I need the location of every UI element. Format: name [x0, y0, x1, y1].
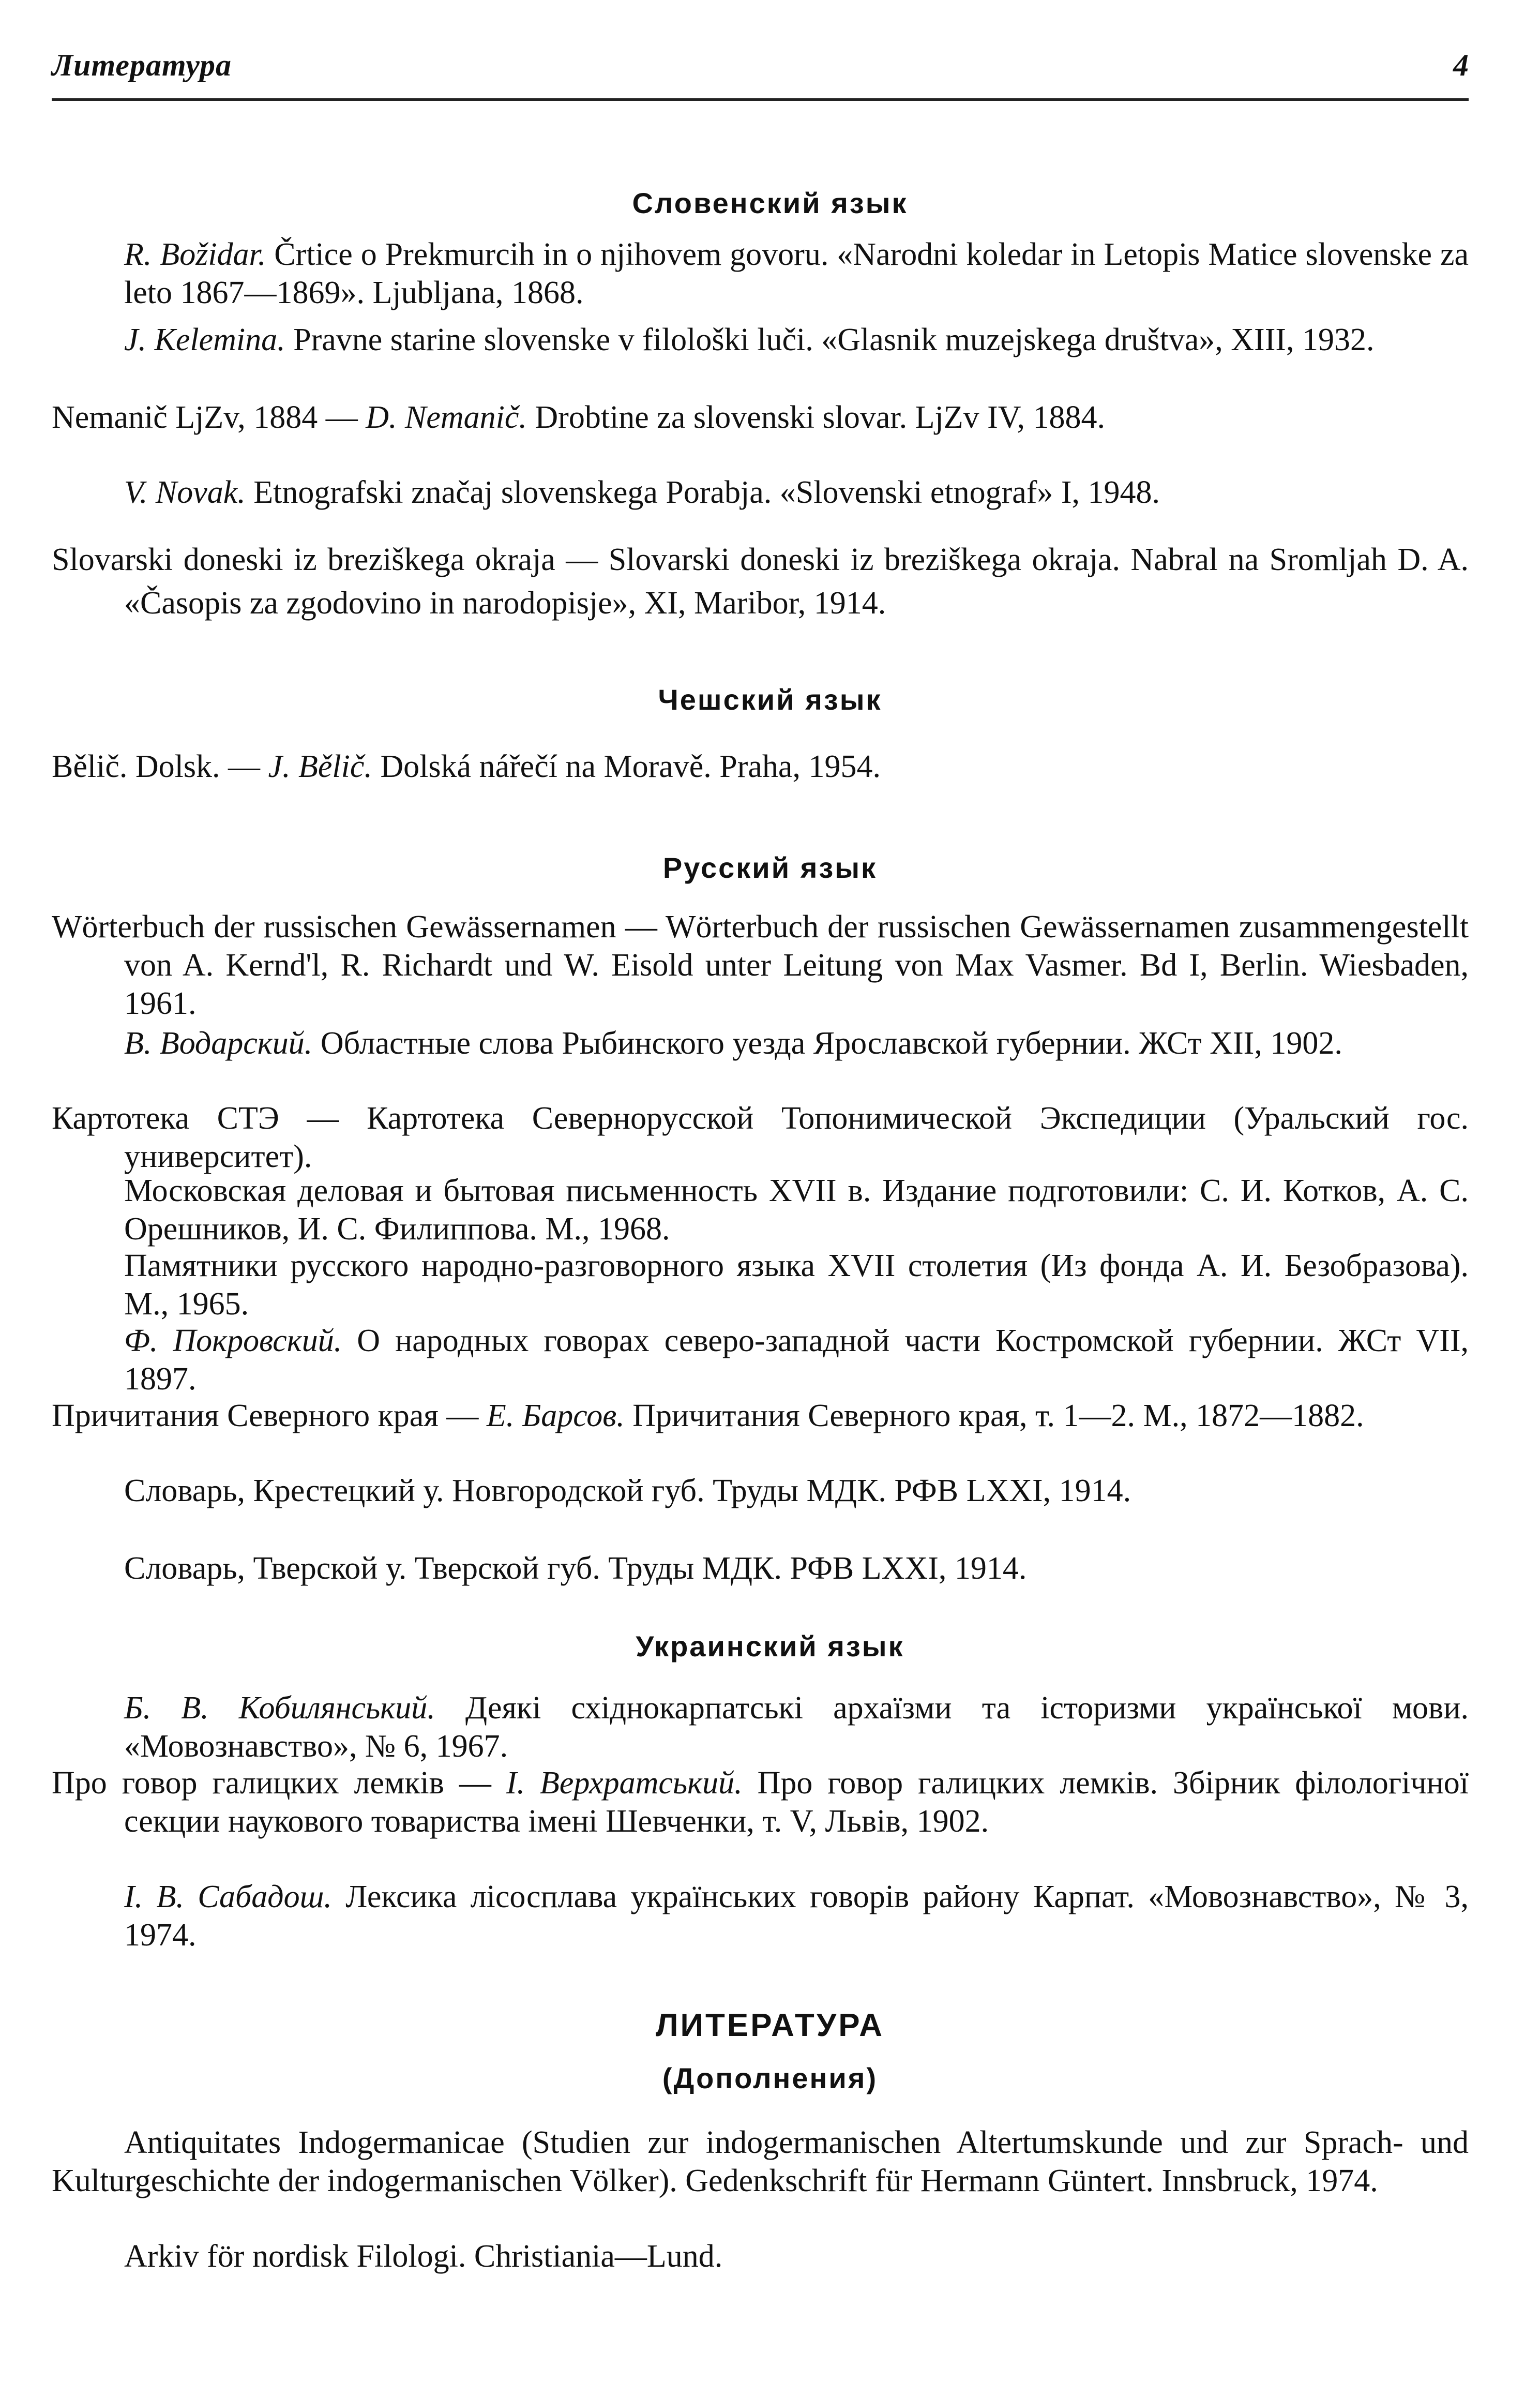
- entry-abbrev: Причитания Северного края —: [52, 1398, 487, 1433]
- entry-text: Областные слова Рыбинского уезда Ярославской губернии. ЖСт XII, 1902.: [312, 1026, 1342, 1061]
- bib-entry: [52, 1024, 1469, 1062]
- entry-text: Pravne starine slovenske v filološki luči. «Glasnik muzejskega društva», XIII, 1932.: [285, 322, 1375, 357]
- bib-entry: Slovarski doneski iz breziškega okraja — Slovarski doneski iz breziškega okraja. Nabral na Sromljah D. A. «Časopis za zgodovino in narodopisje», XI, Maribor, 1914.: [52, 542, 1469, 621]
- bib-entry: Московская деловая и бытовая письменность XVII в. Издание подготовили: С. И. Котков, А. С. Орешников, И. С. Филиппова. М., 1968.: [124, 1173, 1469, 1247]
- bib-entry: Памятники русского народно-разговорного языка XVII столетия (Из фонда А. И. Безобразова). М., 1965.: [124, 1248, 1469, 1322]
- running-head-title: Литература: [52, 48, 232, 82]
- entry-author: Б. В. Кобилянський.: [124, 1690, 435, 1726]
- entry-text: Dolská nářečí na Moravě. Praha, 1954.: [372, 749, 881, 784]
- bib-entry: Словарь, Тверской у. Тверской губ. Труды МДК. РФВ LXXI, 1914.: [124, 1551, 1027, 1586]
- entry-text: Про говор галицких лемків. Збірник філологічної секции наукового товариства імені Шевченки, т. V, Львів, 1902.: [124, 1765, 1469, 1839]
- bib-entry: Wörterbuch der russischen Gewässernamen — Wörterbuch der russischen Gewässernamen zusammengestellt von A. Kernd'l, R. Richardt und W. Eisold unter Leitung von Max Vasmer. Bd I, Berlin. Wiesbaden, 1961.: [52, 909, 1469, 1021]
- bib-entry: [52, 1689, 1469, 1765]
- section-heading-ukrainian: Украинский язык: [636, 1630, 904, 1663]
- entry-author: V. Novak.: [124, 475, 246, 510]
- supplement-subheading: (Дополнения): [662, 2062, 878, 2094]
- entry-text: Drobtine za slovenski slovar. LjZv IV, 1884.: [526, 400, 1106, 435]
- page-number: 4: [1453, 48, 1469, 82]
- bib-entry: [52, 1397, 1469, 1435]
- entry-author: J. Kelemina.: [124, 322, 285, 357]
- running-head: [52, 48, 1469, 89]
- bib-entry: [52, 398, 1469, 437]
- bib-entry: [52, 321, 1469, 359]
- bib-entry: [52, 473, 1469, 512]
- bib-entry: Arkiv för nordisk Filologi. Christiania—Lund.: [124, 2239, 723, 2274]
- bib-entry: [52, 747, 1469, 786]
- entry-text: Лексика лісосплава українських говорів району Карпат. «Мовознавство», № 3, 1974.: [124, 1879, 1469, 1953]
- bib-entry: [52, 1878, 1469, 1954]
- entry-text: О народных говорах северо-западной части Костромской губернии. ЖСт VII, 1897.: [124, 1323, 1469, 1397]
- entry-text: Причитания Северного края, т. 1—2. М., 1872—1882.: [624, 1398, 1364, 1433]
- entry-text: Деякі східнокарпатські архаїзми та історизми української мови. «Мовознавство», № 6, 1967.: [124, 1690, 1469, 1764]
- section-heading-czech: Чешский язык: [658, 683, 882, 716]
- bib-entry: [52, 1322, 1469, 1398]
- entry-author: І. Верхратський.: [506, 1765, 743, 1801]
- section-heading-slovene: Словенский язык: [632, 187, 908, 219]
- entry-author: Е. Барсов.: [486, 1398, 625, 1433]
- entry-author: Ф. Покровский.: [124, 1323, 342, 1358]
- entry-text: Črtice o Prekmurcih in o njihovem govoru. «Narodni koledar in Letopis Matice slovenske za leto 1867—1869». Ljubljana, 1868.: [124, 237, 1469, 310]
- bib-entry: Картотека СТЭ — Картотека Севернорусской Топонимической Экспедиции (Уральский гос. университет).: [52, 1101, 1469, 1174]
- section-heading-russian: Русский язык: [662, 851, 878, 884]
- entry-author: І. В. Сабадош.: [124, 1879, 332, 1914]
- entry-abbrev: Bělič. Dolsk. —: [52, 749, 268, 784]
- entry-author: D. Nemanič.: [366, 400, 527, 435]
- entry-author: R. Božidar.: [124, 237, 266, 272]
- entry-abbrev: Про говор галицких лемків —: [52, 1765, 506, 1801]
- bib-entry: Словарь, Крестецкий у. Новгородской губ. Труды МДК. РФВ LXXI, 1914.: [124, 1473, 1131, 1508]
- entry-text: Etnografski značaj slovenskega Porabja. «Slovenski etnograf» I, 1948.: [245, 475, 1160, 510]
- bib-entry: [52, 235, 1469, 312]
- bib-entry: Antiquitates Indogermanicae (Studien zur indogermanischen Altertumskunde und zur Sprach- und Kulturgeschichte der indogermanischen Völker). Gedenkschrift für Hermann Güntert. Innsbruck, 1974.: [52, 2125, 1469, 2198]
- bib-entry: [52, 1764, 1469, 1840]
- supplement-heading: ЛИТЕРАТУРА: [655, 2008, 884, 2043]
- entry-abbrev: Nemanič LjZv, 1884 —: [52, 400, 366, 435]
- entry-author: J. Bělič.: [268, 749, 372, 784]
- header-rule: [52, 98, 1469, 101]
- entry-author: В. Водарский.: [124, 1026, 313, 1061]
